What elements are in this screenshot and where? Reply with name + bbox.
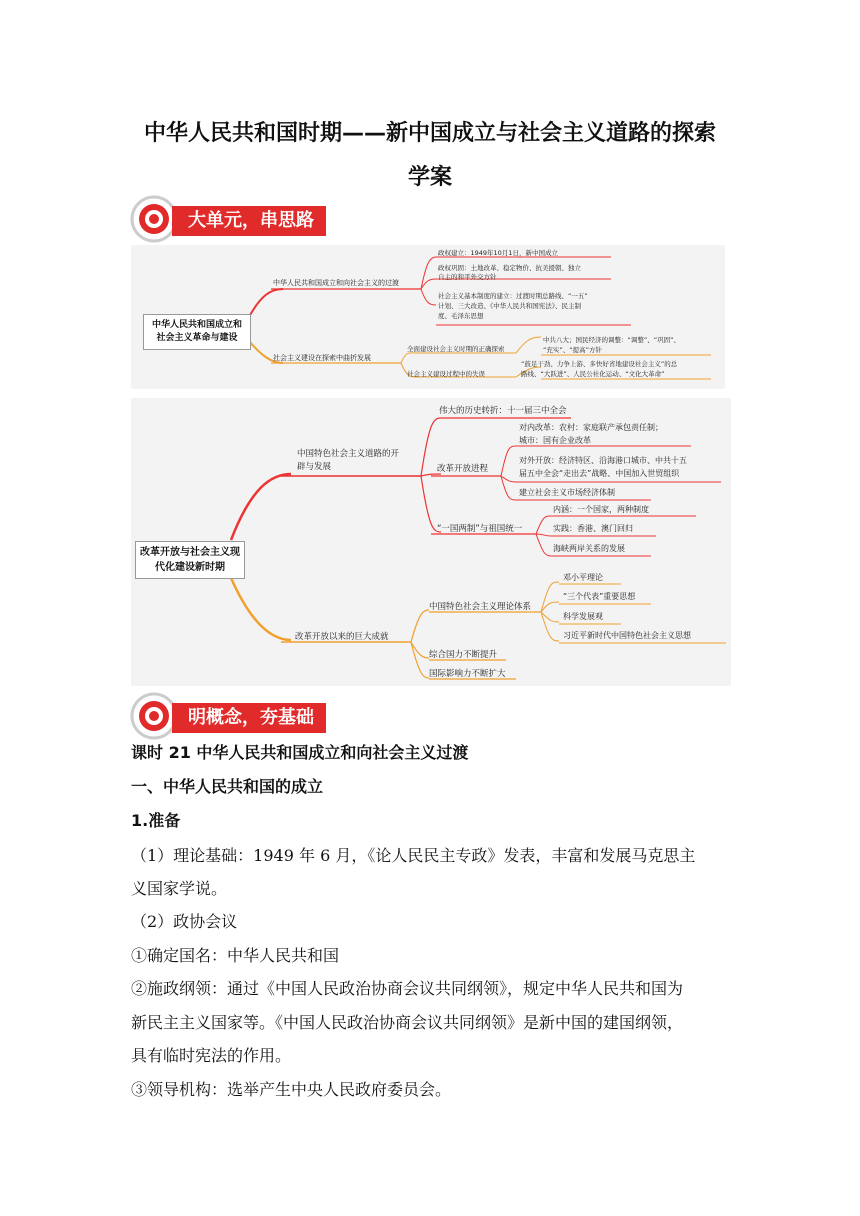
- map2-root-line2: 代化建设新时期: [155, 562, 225, 573]
- paragraph-4-line2: 新民主主义国家等。《中国人民政治协商会议共同纲领》是新中国的建国纲领，: [131, 1013, 684, 1032]
- map1-sub2-leaf: [521, 359, 677, 379]
- map1-sub2-leaf-line1: “鼓足干劲、力争上游、多快好省地建设社会主义”的总: [521, 360, 678, 368]
- paragraph-1-line1: （1）理论基础：1949 年 6 月，《论人民民主专政》发表，丰富和发展马克思主: [131, 846, 696, 865]
- map2-b3: 国际影响力不断扩大: [429, 669, 506, 679]
- map2-branch-a-line1: 中国特色社会主义道路的开: [297, 449, 400, 459]
- map1-root-line2: 社会主义革命与建设: [156, 333, 238, 343]
- paragraph-2: （2）政协会议: [131, 912, 238, 931]
- map2-a2a-line2: 城市：国有企业改革: [519, 436, 591, 445]
- section-banner-1: [130, 193, 350, 249]
- map1-leaf1: 政权建立：1949年10月1日，新中国成立: [438, 249, 558, 257]
- map1-sub2-leaf-line2: 路线、“大跃进”、人民公社化运动、“文化大革命”: [521, 370, 665, 378]
- mind-map-2: [131, 398, 731, 686]
- map1-branch1: 中华人民共和国成立和向社会主义的过渡: [273, 279, 399, 287]
- map1-leaf2-line2: 自主的和平外交方针: [438, 273, 497, 281]
- paragraph-1-line2: 义国家学说。: [131, 879, 228, 898]
- map2-a2b: [519, 454, 687, 480]
- map1-leaf3-line1: 社会主义基本制度的建立：过渡时期总路线、“一五”: [438, 292, 588, 300]
- page-subtitle: 学案: [407, 165, 452, 190]
- section-title: 明概念，夯基础: [172, 703, 326, 733]
- section-title: 大单元，串思路: [172, 206, 326, 236]
- map2-a2b-line2: 届五中全会“走出去”战略、中国加入世贸组织: [519, 469, 680, 478]
- map2-a3b: 实践：香港、澳门回归: [553, 524, 633, 533]
- map2-b1: 中国特色社会主义理论体系: [429, 602, 532, 612]
- map1-sub2: 社会主义建设过程中的失误: [407, 370, 485, 378]
- map2-a2a: [519, 421, 663, 447]
- section-heading-1: 一、中华人民共和国的成立: [131, 777, 324, 796]
- map2-a2: 改革开放进程: [437, 464, 489, 474]
- map2-a2c: 建立社会主义市场经济体制: [519, 488, 615, 497]
- mind-map-1: [131, 245, 725, 389]
- map1-leaf3: [438, 291, 588, 321]
- map2-a2a-line1: 对内改革：农村：家庭联产承包责任制；: [519, 423, 663, 432]
- map1-sub1-leaf-line2: “充实”、“提高”方针: [543, 346, 602, 354]
- map2-b2: 综合国力不断提升: [429, 650, 498, 660]
- map2-branch-a: [297, 448, 399, 474]
- map2-a3c: 海峡两岸关系的发展: [553, 544, 625, 553]
- paragraph-4-line3: 具有临时宪法的作用。: [131, 1046, 292, 1065]
- map2-a3: “一国两制”与祖国统一: [437, 524, 523, 534]
- subheading-1: 1.准备: [131, 811, 181, 830]
- map1-root: [143, 314, 251, 350]
- map2-a2b-line1: 对外开放：经济特区、沿海港口城市、中共十五: [519, 456, 687, 465]
- map1-sub1-leaf: [543, 335, 680, 355]
- section-banner-2: [130, 690, 350, 746]
- map1-sub1-leaf-line1: 中共八大；国民经济的调整：“调整”、“巩固”、: [543, 336, 680, 344]
- paragraph-3: ①确定国名：中华人民共和国: [131, 946, 340, 965]
- map1-branch2: 社会主义建设在探索中曲折发展: [273, 354, 371, 362]
- map2-b1d: 习近平新时代中国特色社会主义思想: [563, 631, 691, 640]
- map2-branch-b: 改革开放以来的巨大成就: [295, 632, 389, 642]
- page-title: 中华人民共和国时期——新中国成立与社会主义道路的探索: [143, 121, 716, 146]
- map2-root-line1: 改革开放与社会主义现: [140, 547, 240, 558]
- map2-b1c: 科学发展观: [563, 612, 603, 621]
- map2-root: [135, 541, 245, 579]
- map1-leaf2: [438, 264, 581, 282]
- paragraph-4-line1: ②施政纲领：通过《中国人民政治协商会议共同纲领》，规定中华人民共和国为: [131, 979, 684, 998]
- map2-a3a: 内涵：一个国家，两种制度: [553, 505, 649, 514]
- map1-leaf3-line3: 度、毛泽东思想: [438, 312, 484, 320]
- map1-leaf2-line1: 政权巩固：土地改革、稳定物价、抗美援朝、独立: [438, 264, 581, 272]
- map2-branch-a-line2: 辟与发展: [297, 462, 332, 472]
- map1-leaf3-line2: 计划、三大改造、《中华人民共和国宪法》、民主制: [438, 302, 581, 310]
- map2-b1a: 邓小平理论: [563, 573, 603, 582]
- paragraph-5: ③领导机构：选举产生中央人民政府委员会。: [131, 1080, 452, 1099]
- map1-root-line1: 中华人民共和国成立和: [151, 320, 242, 330]
- map2-a1: 伟大的历史转折：十一届三中全会: [439, 406, 567, 416]
- map1-sub1: 全面建设社会主义时期的正确探索: [407, 345, 505, 353]
- lesson-heading: 课时 21 中华人民共和国成立和向社会主义过渡: [131, 743, 469, 762]
- map2-b1b: “三个代表”重要思想: [563, 592, 636, 601]
